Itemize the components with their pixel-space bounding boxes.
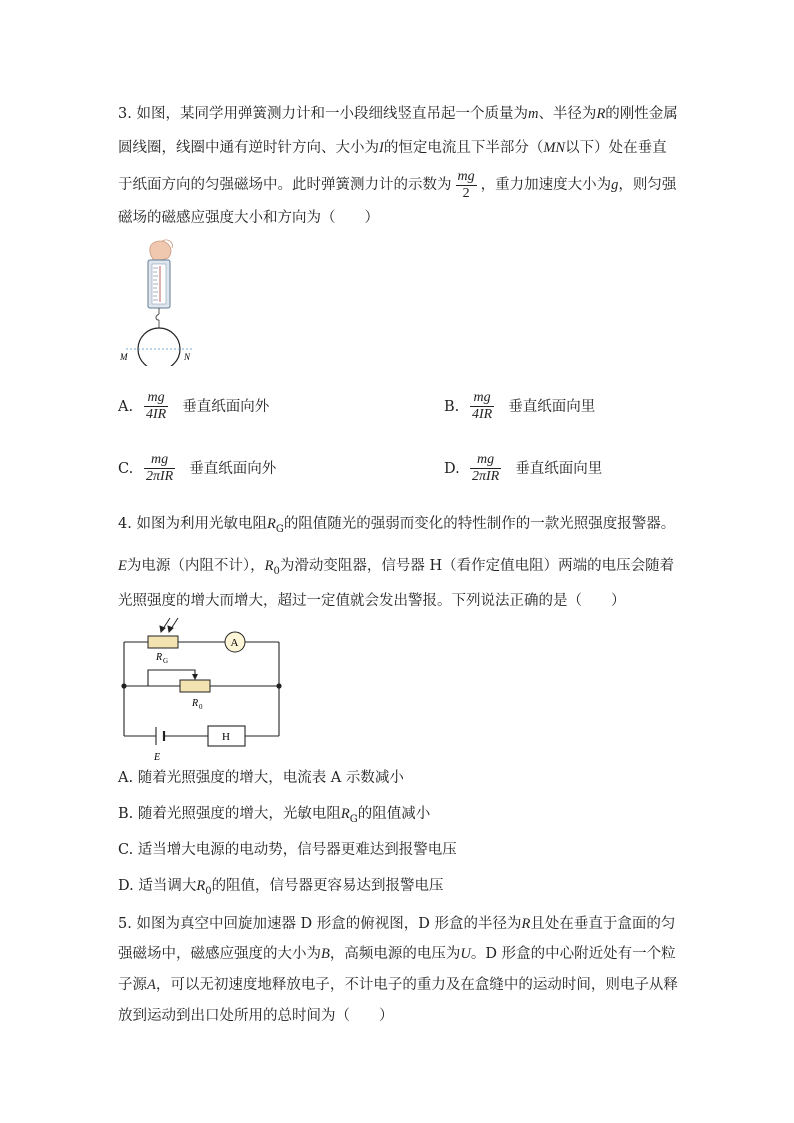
q5-text: 5. 如图为真空中回旋加速器 D 形盒的俯视图，D 形盒的半径为 xyxy=(118,916,522,932)
option-fraction xyxy=(144,390,168,423)
symbol-MN: MN xyxy=(543,140,566,156)
q3-text: 3. 如图，某同学用弹簧测力计和一小段细线竖直吊起一个质量为 xyxy=(118,106,528,122)
symbol-R: R xyxy=(596,106,606,122)
hand-icon xyxy=(150,241,171,260)
light-arrows-icon xyxy=(160,618,178,632)
frac-den: 2πIR xyxy=(472,469,500,484)
q3-text: ，则匀强 xyxy=(618,177,677,193)
symbol-R: R xyxy=(521,916,531,932)
q5-line-4 xyxy=(118,1006,394,1026)
q3-line-2 xyxy=(118,138,667,158)
option-label: A. xyxy=(118,398,134,415)
option-text: 垂直纸面向里 xyxy=(508,398,596,415)
option-text: 垂直纸面向外 xyxy=(182,398,270,415)
symbol-R0: R xyxy=(196,878,206,894)
option-fraction xyxy=(144,452,175,485)
q4-option-c[interactable] xyxy=(118,840,457,860)
q4-option-d[interactable] xyxy=(118,876,444,902)
q4-line-3 xyxy=(118,591,626,611)
q5-text: 子源 xyxy=(118,977,147,993)
option-text: 垂直纸面向外 xyxy=(189,460,277,477)
q4-option-b[interactable] xyxy=(118,804,430,830)
frac-num: mg xyxy=(144,452,175,469)
q3-line-3 xyxy=(118,168,676,202)
frac-den: 4IR xyxy=(472,407,493,422)
label-r0: R xyxy=(192,698,199,709)
frac-num: mg xyxy=(144,390,168,407)
junction-dot xyxy=(276,683,281,688)
q5-text: 且处在垂直于盒面的匀 xyxy=(530,916,676,932)
label-ammeter: A xyxy=(230,637,239,649)
symbol-A: A xyxy=(147,977,156,993)
mn-labels xyxy=(112,346,202,366)
label-M: M xyxy=(120,352,128,362)
symbol-m: m xyxy=(527,106,539,122)
q5-text: 放到运动到出口处所用的总时间为（ ） xyxy=(118,1008,394,1024)
q4-text: 为电源（内阻不计）， xyxy=(126,558,265,574)
option-fraction xyxy=(470,390,494,423)
symbol-I: I xyxy=(379,140,384,156)
option-c[interactable] xyxy=(118,452,276,485)
symbol-B: B xyxy=(321,946,330,962)
label-rg: R xyxy=(156,652,163,663)
q4-text: 为滑动变阻器，信号器 H（看作定值电阻）两端的电压会随着 xyxy=(279,558,675,574)
label-rg-sub: G xyxy=(163,657,169,665)
symbol-R0: R xyxy=(264,558,274,574)
circuit-diagram xyxy=(112,614,292,764)
frac-den: 2πIR xyxy=(146,469,174,484)
photoresistor-rg xyxy=(148,636,178,648)
q4-text: 的阻值随光的强弱而变化的特性制作的一款光照强度报警器。 xyxy=(283,516,676,532)
q5-text: 。D 形盒的中心附近处有一个粒 xyxy=(470,946,676,962)
subscript: G xyxy=(275,523,284,535)
option-text: C. 适当增大电源的电动势，信号器更难达到报警电压 xyxy=(118,842,457,858)
q4-line-1 xyxy=(118,514,675,540)
option-a[interactable] xyxy=(118,390,269,423)
subscript: 0 xyxy=(273,565,280,577)
q4-text: 光照强度的增大而增大，超过一定值就会发出警报。下列说法正确的是（ ） xyxy=(118,593,626,609)
option-fraction xyxy=(470,452,501,485)
label-h: H xyxy=(222,731,230,743)
label-r0-sub: 0 xyxy=(199,703,203,711)
frac-num: mg xyxy=(470,452,501,469)
symbol-RG: R xyxy=(266,516,276,532)
q3-text: 的刚性金属 xyxy=(605,106,678,122)
frac-den: 2 xyxy=(462,185,470,201)
label-N: N xyxy=(184,352,191,362)
option-text: A. 随着光照强度的增大，电流表 A 示数减小 xyxy=(118,770,404,786)
symbol-E: E xyxy=(118,558,127,574)
q5-line-2 xyxy=(118,944,676,964)
subscript: 0 xyxy=(205,885,212,897)
q4-line-2 xyxy=(118,556,674,582)
q3-line-4 xyxy=(118,208,379,228)
option-text: D. 适当调大 xyxy=(118,878,197,894)
q5-text: 强磁场中，磁感应强度的大小为 xyxy=(118,946,321,962)
option-text: B. 随着光照强度的增大，光敏电阻 xyxy=(118,806,341,822)
frac-num: mg xyxy=(470,390,494,407)
junction-dot xyxy=(121,683,126,688)
q4-option-a[interactable] xyxy=(118,768,404,788)
symbol-U: U xyxy=(460,946,471,962)
label-e: E xyxy=(154,752,161,763)
q3-text: 的恒定电流且下半部分（ xyxy=(383,140,544,156)
option-label: D. xyxy=(444,460,460,477)
option-label: B. xyxy=(444,398,460,415)
q3-text: 磁场的磁感应强度大小和方向为（ ） xyxy=(118,210,379,226)
q5-text: ，可以无初速度地释放电子，不计电子的重力及在盒缝中的运动时间，则电子从释 xyxy=(155,977,678,993)
option-d[interactable] xyxy=(444,452,602,485)
symbol-g: g xyxy=(611,177,619,193)
option-text: 垂直纸面向里 xyxy=(515,460,603,477)
option-text: 的阻值减小 xyxy=(357,806,431,822)
option-b[interactable] xyxy=(444,390,595,423)
subscript: G xyxy=(349,813,358,825)
option-text: 的阻值，信号器更容易达到报警电压 xyxy=(211,878,444,894)
option-label: C. xyxy=(118,460,134,477)
rheostat-r0 xyxy=(180,680,210,692)
fraction-mg-over-2 xyxy=(456,169,477,202)
q4-text: 4. 如图为利用光敏电阻 xyxy=(118,516,267,532)
q3-line-1 xyxy=(118,104,678,124)
frac-den: 4IR xyxy=(146,407,167,422)
q3-text: 以下）处在垂直 xyxy=(565,140,667,156)
q5-line-1 xyxy=(118,914,675,934)
q3-text: 、半径为 xyxy=(538,106,597,122)
symbol-RG: R xyxy=(340,806,350,822)
battery-icon xyxy=(156,727,164,745)
q3-text: 圆线圈，线圈中通有逆时针方向、大小为 xyxy=(118,140,379,156)
q3-text: 于纸面方向的匀强磁场中。此时弹簧测力计的示数为 xyxy=(118,177,452,193)
frac-num: mg xyxy=(457,168,475,184)
q5-text: ，高频电源的电压为 xyxy=(329,946,461,962)
q3-text: ，重力加速度大小为 xyxy=(480,177,612,193)
q5-line-3 xyxy=(118,975,678,995)
